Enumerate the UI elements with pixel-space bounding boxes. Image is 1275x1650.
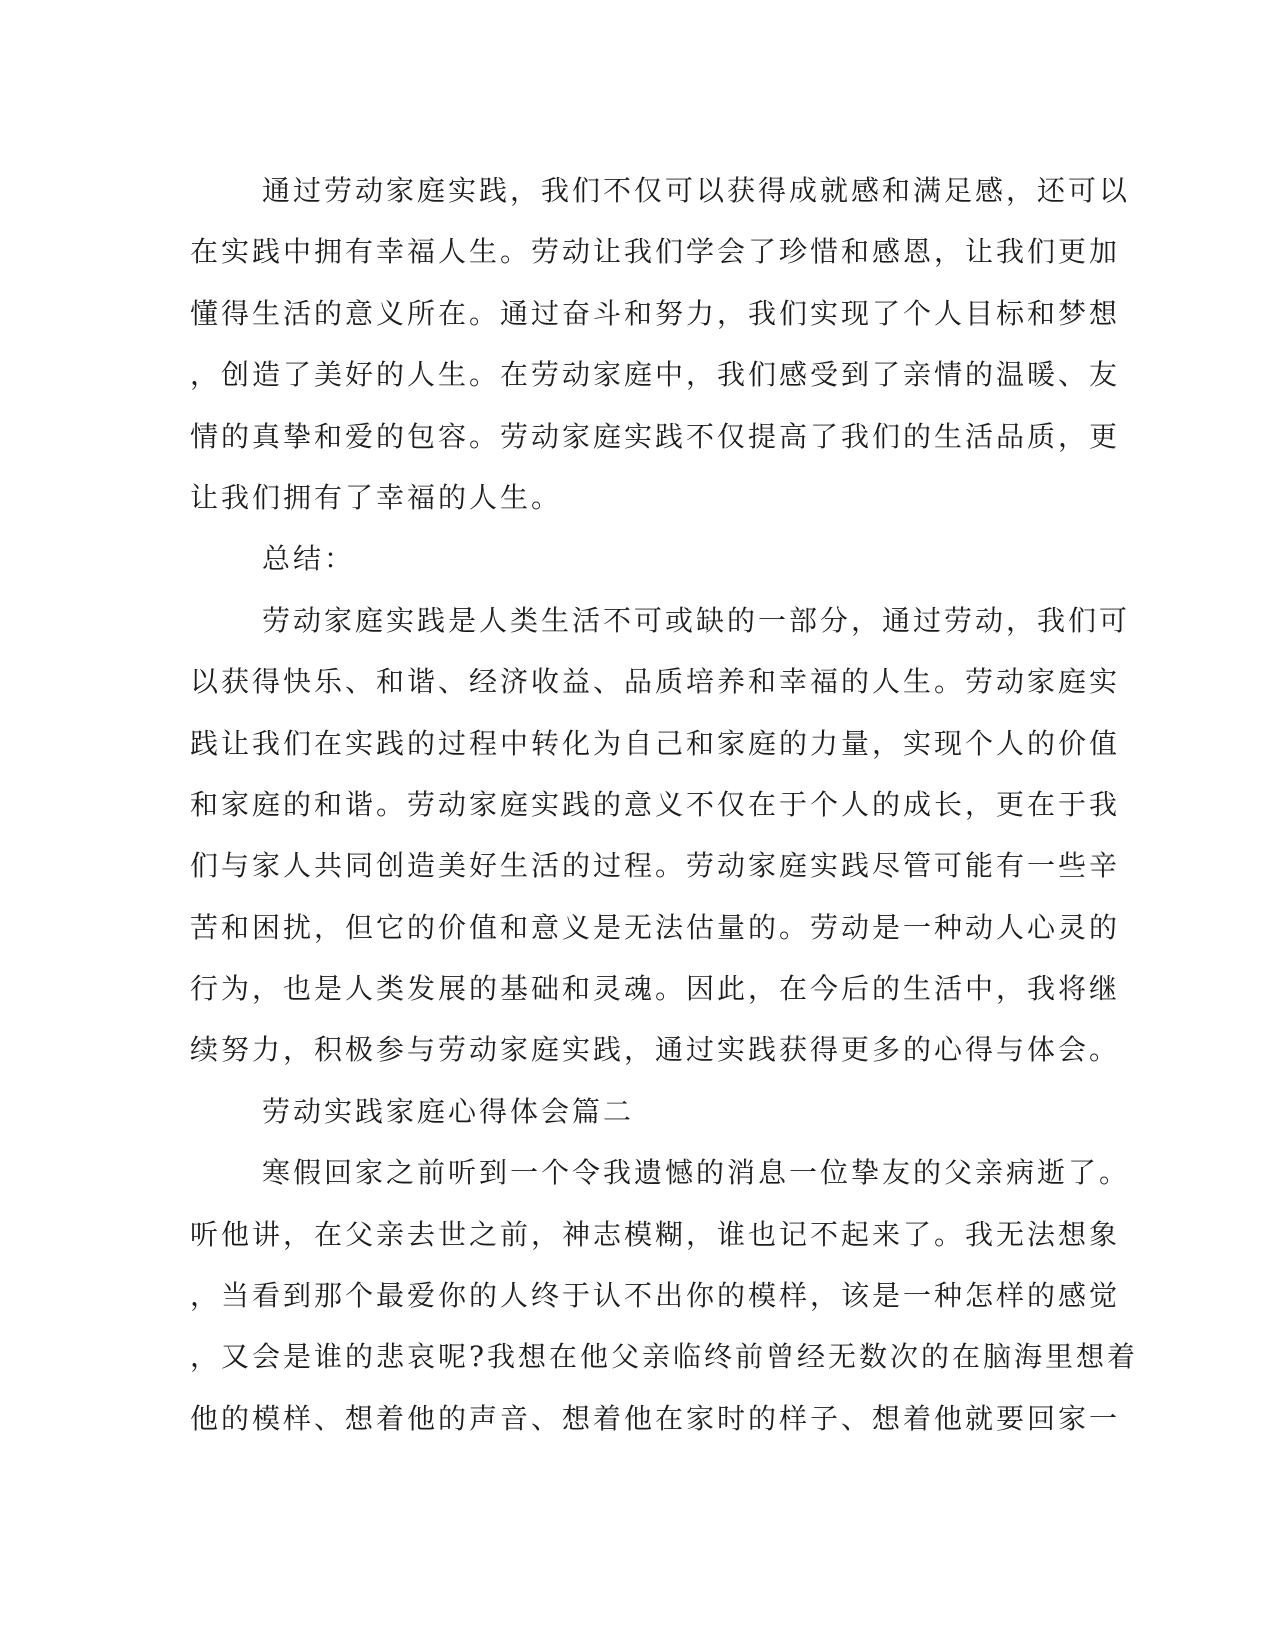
text-line: ，创造了美好的人生。在劳动家庭中，我们感受到了亲情的温暖、友 [190, 358, 1121, 392]
text-line: 总结： [262, 542, 356, 576]
text-line: 以获得快乐、和谐、经济收益、品质培养和幸福的人生。劳动家庭实 [190, 665, 1121, 699]
text-line: 懂得生活的意义所在。通过奋斗和努力，我们实现了个人目标和梦想 [190, 296, 1121, 330]
text-line: 们与家人共同创造美好生活的过程。劳动家庭实践尽管可能有一些辛 [190, 849, 1121, 883]
text-line: 劳动家庭实践是人类生活不可或缺的一部分，通过劳动，我们可 [262, 603, 1131, 637]
text-line: 劳动实践家庭心得体会篇二 [262, 1094, 635, 1128]
text-line: 苦和困扰，但它的价值和意义是无法估量的。劳动是一种动人心灵的 [190, 910, 1121, 944]
text-line: 听他讲，在父亲去世之前，神志模糊，谁也记不起来了。我无法想象 [190, 1217, 1121, 1251]
text-line: 情的真挚和爱的包容。劳动家庭实践不仅提高了我们的生活品质，更 [190, 419, 1121, 453]
body-text [190, 160, 1139, 1449]
text-line: 践让我们在实践的过程中转化为自己和家庭的力量，实现个人的价值 [190, 726, 1121, 760]
text-line: ，当看到那个最爱你的人终于认不出你的模样，该是一种怎样的感觉 [190, 1279, 1121, 1313]
text-line: 行为，也是人类发展的基础和灵魂。因此，在今后的生活中，我将继 [190, 972, 1121, 1006]
text-line: 他的模样、想着他的声音、想着他在家时的样子、想着他就要回家一 [190, 1401, 1121, 1435]
text-line: 让我们拥有了幸福的人生。 [190, 480, 563, 514]
text-line: 续努力，积极参与劳动家庭实践，通过实践获得更多的心得与体会。 [190, 1033, 1121, 1067]
text-line: 通过劳动家庭实践，我们不仅可以获得成就感和满足感，还可以 [262, 174, 1131, 207]
text-line: 在实践中拥有幸福人生。劳动让我们学会了珍惜和感恩，让我们更加 [190, 235, 1121, 269]
text-line: 和家庭的和谐。劳动家庭实践的意义不仅在于个人的成长，更在于我 [190, 787, 1121, 821]
text-line: 寒假回家之前听到一个令我遗憾的消息一位挚友的父亲病逝了。 [262, 1156, 1131, 1190]
text-line: ，又会是谁的悲哀呢?我想在他父亲临终前曾经无数次的在脑海里想着 [190, 1340, 1139, 1374]
